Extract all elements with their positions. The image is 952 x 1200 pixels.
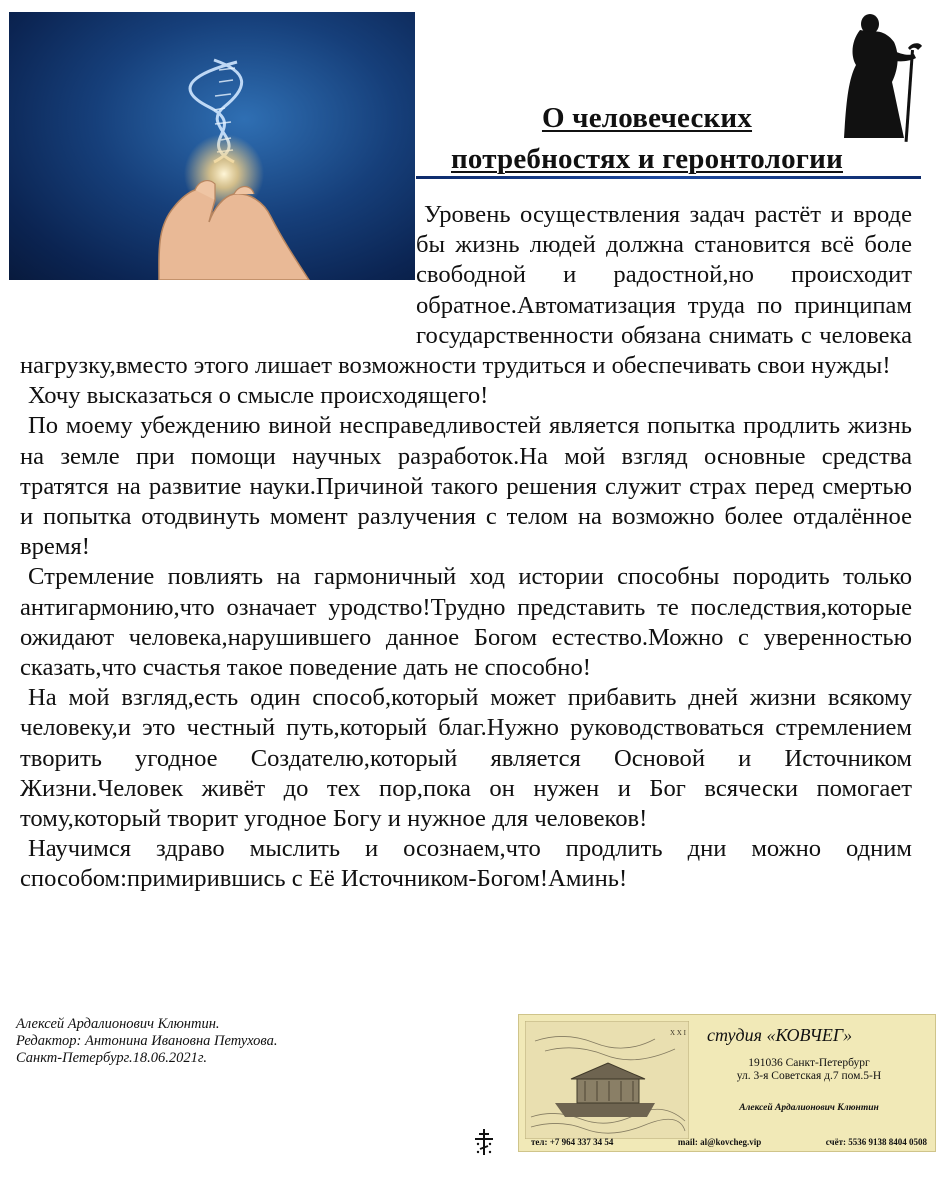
- plate-label: X X I: [670, 1029, 686, 1037]
- paragraph-6: Научимся здраво мыслить и осознаем,что продлить дни можно одним способом:примирившись с Её Источником-Богом!Аминь!: [20, 835, 912, 893]
- editor-line: Редактор: Антонина Ивановна Петухова.: [16, 1033, 278, 1049]
- studio-card: [518, 1014, 936, 1152]
- article-body: [20, 200, 912, 895]
- paragraph-5: На мой взгляд,есть один способ,который может прибавить дней жизни всякому человеку,и это честный путь,который благ.Нужно руководствоваться стремлением творить угодное Создателю,который является Основой и Источником Жизни.Человек живёт до тех пор,пока он нужен и Бог всячески помогает тому,который творит угодное Богу и нужное для человеков!: [20, 684, 912, 833]
- image-wrap-spacer: [20, 200, 416, 324]
- title-divider: [416, 176, 921, 179]
- email-text: mail: al@kovcheg.vip: [677, 1137, 762, 1147]
- paragraph-2: Хочу высказаться о смысле происходящего!: [28, 382, 489, 410]
- studio-name: студия «КОВЧЕГ»: [707, 1025, 853, 1045]
- place-date-line: Санкт-Петербург.18.06.2021г.: [16, 1050, 208, 1066]
- paragraph-4: Стремление повлиять на гармоничный ход истории способны породить только антигармонию,что означает уродство!Трудно представить те последствия,которые ожидают человека,нарушившего данное Богом естество.Можно с уверенностью сказать,что счастья такое поведение дать не способно!: [20, 563, 912, 682]
- studio-address: [699, 1057, 919, 1083]
- title-line-1: О человеческих: [541, 102, 753, 134]
- phone-text: тел: +7 964 337 34 54: [531, 1137, 614, 1147]
- orthodox-cross-icon: [472, 1128, 496, 1156]
- ark-engraving-image: [525, 1021, 689, 1139]
- account-text: счёт: 5536 9138 8404 0508: [825, 1137, 927, 1147]
- title-line-2: потребностях и геронтологии: [450, 143, 843, 175]
- paragraph-3: По моему убеждению виной несправедливостей является попытка продлить жизнь на земле при помощи научных разработок.На мой взгляд основные средства тратятся на развитие науки.Причиной такого решения служит страх перед смертью и попытка отодвинуть момент разлучения с телом на возможно более отдалённое время!: [20, 412, 912, 561]
- studio-owner: Алексей Ардалионович Клюнтин: [739, 1103, 879, 1113]
- page-title: [416, 98, 878, 180]
- address-line-2: ул. 3-я Советская д.7 пом.5-Н: [736, 1070, 882, 1082]
- paragraph-1: Уровень осуществления задач растёт и вроде бы жизнь людей должна становится всё боле свободной и радостной,но происходит обратное.Автоматизация труда по принципам государственности обязана снимать с человека нагрузку,вместо этого лишает возможности трудиться и обеспечивать свои нужды!: [20, 201, 912, 380]
- signature-block: [16, 1016, 436, 1067]
- address-line-1: 191036 Санкт-Петербург: [748, 1057, 870, 1069]
- contacts-row: [531, 1137, 927, 1147]
- author-line: Алексей Ардалионович Клюнтин.: [16, 1016, 220, 1032]
